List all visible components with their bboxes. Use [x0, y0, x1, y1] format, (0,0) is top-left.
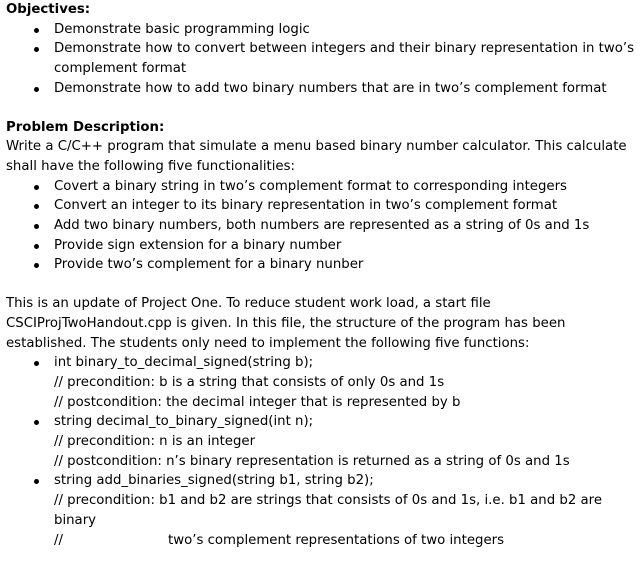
spacer — [6, 99, 635, 118]
spacer — [6, 275, 635, 294]
problem-heading: Problem Description: — [6, 119, 165, 135]
list-item: Provide two’s complement for a binary nunber — [6, 255, 635, 275]
list-item: Demonstrate basic programming logic — [6, 20, 635, 40]
update-paragraph: This is an update of Project One. To reduce student work load, a start file CSCIProjTwoHandout.cpp is given. In this file, the structure of the program has been established. The students only need to implement the following five functions: — [6, 296, 566, 351]
continuation-comment — [54, 531, 635, 551]
objectives-list — [6, 20, 635, 99]
function-signature: int binary_to_decimal_signed(string b); — [54, 355, 314, 371]
function-item — [6, 412, 635, 471]
precondition-comment: // precondition: b1 and b2 are strings that consists of 0s and 1s, i.e. b1 and b2 are binary — [54, 493, 603, 528]
list-item: Add two binary numbers, both numbers are represented as a string of 0s and 1s — [6, 216, 635, 236]
comment-prefix: // — [54, 532, 63, 548]
function-signature: string decimal_to_binary_signed(int n); — [54, 414, 314, 430]
precondition-comment: // precondition: n is an integer — [54, 434, 256, 450]
list-item: Covert a binary string in two’s complement format to corresponding integers — [6, 177, 635, 197]
problem-intro: Write a C/C++ program that simulate a menu based binary number calculator. This calculate shall have the following five functionalities: — [6, 139, 627, 174]
postcondition-comment: // postcondition: n’s binary representation is returned as a string of 0s and 1s — [54, 453, 570, 469]
function-item — [6, 471, 635, 550]
postcondition-comment: // postcondition: the decimal integer that is represented by b — [54, 394, 461, 410]
function-signature: string add_binaries_signed(string b1, string b2); — [54, 473, 374, 489]
list-item: Convert an integer to its binary representation in two’s complement format — [6, 196, 635, 216]
list-item: Provide sign extension for a binary number — [6, 236, 635, 256]
list-item: Demonstrate how to convert between integers and their binary representation in two’s complement format — [6, 39, 635, 78]
functionalities-list — [6, 177, 635, 276]
continuation-text: two’s complement representations of two integers — [168, 532, 505, 548]
objectives-heading: Objectives: — [6, 2, 91, 17]
list-item: Demonstrate how to add two binary numbers that are in two’s complement format — [6, 79, 635, 99]
precondition-comment: // precondition: b is a string that consists of only 0s and 1s — [54, 374, 445, 390]
functions-list — [6, 353, 635, 550]
function-item — [6, 353, 635, 412]
